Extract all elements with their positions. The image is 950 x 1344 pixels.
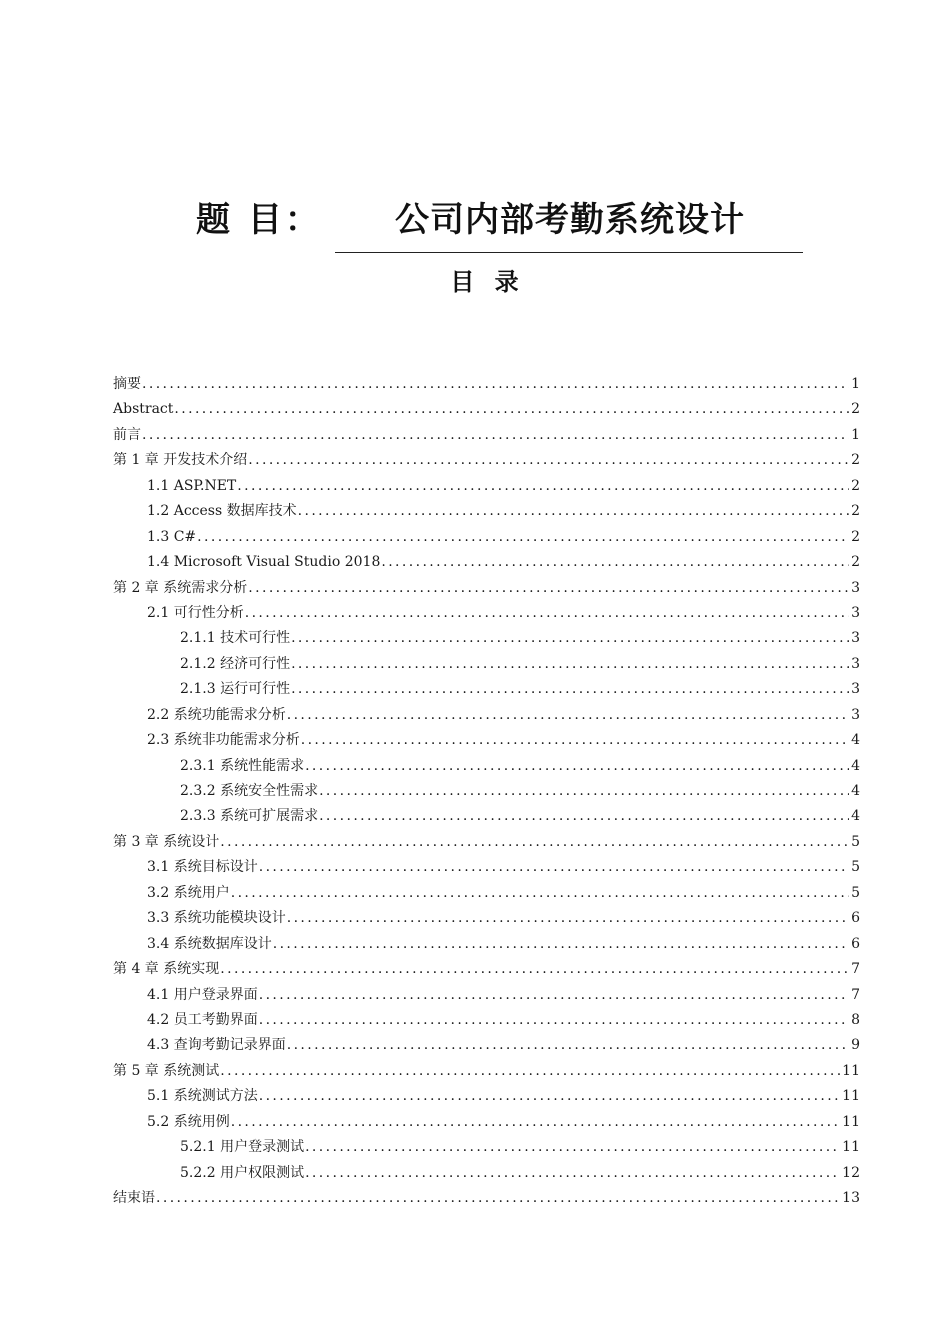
toc-entry-title: 1.3 C# xyxy=(147,528,197,545)
toc-entry-title: 5.2.2 用户权限测试 xyxy=(180,1164,305,1181)
toc-entry[interactable] xyxy=(113,1008,860,1033)
toc-dot-leader xyxy=(273,932,849,957)
toc-entry[interactable] xyxy=(113,397,860,422)
toc-entry-page-number: 3 xyxy=(851,630,860,647)
toc-entry-title: 第 1 章 开发技术介绍 xyxy=(113,452,248,469)
toc-entry[interactable] xyxy=(113,881,860,906)
toc-entry-title: 2.1.3 运行可行性 xyxy=(180,681,291,698)
toc-entry[interactable] xyxy=(113,601,860,626)
toc-entry-page-number: 12 xyxy=(842,1164,860,1181)
toc-entry[interactable] xyxy=(113,779,860,804)
toc-entry-page-number: 7 xyxy=(851,961,860,978)
toc-entry-title: 结束语 xyxy=(113,1190,155,1206)
toc-dot-leader xyxy=(291,677,849,702)
toc-entry-page-number: 13 xyxy=(842,1190,860,1206)
toc-entry-title: 第 3 章 系统设计 xyxy=(113,833,220,850)
toc-dot-leader xyxy=(174,397,849,422)
toc-entry-title: 4.1 用户登录界面 xyxy=(147,986,258,1003)
toc-entry-title: 前言 xyxy=(113,426,141,443)
toc-entry-title: 2.3.2 系统安全性需求 xyxy=(180,783,319,799)
toc-entry-title: 2.3.1 系统性能需求 xyxy=(180,757,305,774)
toc-entry-title: 5.1 系统测试方法 xyxy=(147,1088,258,1105)
toc-entry-page-number: 6 xyxy=(851,935,860,952)
toc-entry-page-number: 3 xyxy=(851,655,860,672)
toc-entry[interactable] xyxy=(113,550,860,575)
toc-entry[interactable] xyxy=(113,703,860,728)
toc-entry[interactable] xyxy=(113,448,860,473)
toc-entry[interactable] xyxy=(113,804,860,829)
toc-dot-leader xyxy=(231,1110,840,1135)
toc-entry-title: 第 4 章 系统实现 xyxy=(113,961,220,978)
toc-entry-title: 1.2 Access 数据库技术 xyxy=(147,503,297,520)
toc-entry[interactable] xyxy=(113,1110,860,1135)
toc-entry-title: 2.1.2 经济可行性 xyxy=(180,655,291,672)
toc-entry-page-number: 1 xyxy=(851,426,860,443)
toc-dot-leader xyxy=(231,881,849,906)
toc-dot-leader xyxy=(287,1033,849,1058)
toc-entry[interactable] xyxy=(113,499,860,524)
toc-dot-leader xyxy=(287,703,849,728)
toc-entry-title: 第 2 章 系统需求分析 xyxy=(113,579,248,596)
toc-entry-page-number: 5 xyxy=(851,884,860,901)
toc-entry-title: 2.1.1 技术可行性 xyxy=(180,630,291,647)
toc-entry-page-number: 8 xyxy=(851,1011,860,1028)
toc-dot-leader xyxy=(245,601,849,626)
toc-dot-leader xyxy=(287,906,849,931)
toc-entry-page-number: 5 xyxy=(851,859,860,876)
toc-entry[interactable] xyxy=(113,906,860,931)
toc-entry-title: 3.3 系统功能模块设计 xyxy=(147,910,286,927)
toc-dot-leader xyxy=(156,1186,840,1211)
toc-entry-page-number: 2 xyxy=(851,503,860,520)
toc-entry[interactable] xyxy=(113,1135,860,1160)
toc-entry[interactable] xyxy=(113,372,860,397)
toc-entry-title: 3.4 系统数据库设计 xyxy=(147,935,272,952)
toc-entry-title: 4.3 查询考勤记录界面 xyxy=(147,1037,286,1054)
toc-dot-leader xyxy=(381,550,849,575)
toc-entry[interactable] xyxy=(113,576,860,601)
toc-entry[interactable] xyxy=(113,1033,860,1058)
toc-entry[interactable] xyxy=(113,652,860,677)
toc-entry-page-number: 3 xyxy=(851,706,860,723)
toc-dot-leader xyxy=(220,957,849,982)
toc-entry-title: 5.2 系统用例 xyxy=(147,1113,230,1130)
toc-dot-leader xyxy=(305,1161,840,1186)
toc-entry-page-number: 5 xyxy=(851,833,860,850)
toc-dot-leader xyxy=(305,754,849,779)
toc-entry[interactable] xyxy=(113,525,860,550)
toc-entry[interactable] xyxy=(113,855,860,880)
toc-dot-leader xyxy=(220,830,849,855)
title-underline xyxy=(335,252,803,253)
toc-entry-page-number: 3 xyxy=(851,579,860,596)
toc-dot-leader xyxy=(259,1008,849,1033)
toc-dot-leader xyxy=(298,499,849,524)
toc-entry-page-number: 2 xyxy=(851,477,860,494)
toc-entry-page-number: 11 xyxy=(842,1139,860,1156)
toc-dot-leader xyxy=(319,779,849,804)
toc-entry-page-number: 11 xyxy=(842,1062,860,1079)
toc-entry[interactable] xyxy=(113,830,860,855)
toc-entry[interactable] xyxy=(113,1059,860,1084)
toc-entry[interactable] xyxy=(113,754,860,779)
toc-entry[interactable] xyxy=(113,932,860,957)
toc-entry[interactable] xyxy=(113,423,860,448)
toc-entry-title: Abstract xyxy=(113,401,174,418)
toc-entry-title: 1.1 ASP.NET xyxy=(147,477,237,494)
toc-entry-title: 3.1 系统目标设计 xyxy=(147,859,258,876)
toc-entry-title: 4.2 员工考勤界面 xyxy=(147,1011,258,1028)
toc-entry[interactable] xyxy=(113,1084,860,1109)
toc-dot-leader xyxy=(248,576,849,601)
toc-entry-page-number: 2 xyxy=(851,452,860,469)
toc-entry-title: 1.4 Microsoft Visual Studio 2018 xyxy=(147,554,381,571)
toc-entry-page-number: 3 xyxy=(851,681,860,698)
toc-dot-leader xyxy=(305,1135,840,1160)
toc-entry-page-number: 2 xyxy=(851,401,860,418)
toc-dot-leader xyxy=(291,626,849,651)
toc-entry-page-number: 9 xyxy=(851,1037,860,1054)
toc-entry-title: 5.2.1 用户登录测试 xyxy=(180,1139,305,1156)
toc-entry-title: 2.3 系统非功能需求分析 xyxy=(147,732,300,749)
toc-entry-page-number: 3 xyxy=(851,604,860,621)
toc-dot-leader xyxy=(259,1084,840,1109)
toc-entry[interactable] xyxy=(113,983,860,1008)
toc-dot-leader xyxy=(142,423,849,448)
toc-dot-leader xyxy=(220,1059,840,1084)
toc-entry-page-number: 7 xyxy=(851,986,860,1003)
toc-entry-page-number: 4 xyxy=(851,732,860,749)
document-title xyxy=(0,192,950,242)
toc-entry-title: 2.2 系统功能需求分析 xyxy=(147,706,286,723)
toc-dot-leader xyxy=(142,372,849,397)
table-of-contents xyxy=(113,372,860,1211)
toc-entry[interactable] xyxy=(113,474,860,499)
toc-heading: 目 录 xyxy=(450,268,525,296)
toc-dot-leader xyxy=(248,448,849,473)
toc-entry[interactable] xyxy=(113,626,860,651)
title-text: 公司内部考勤系统设计 xyxy=(395,200,745,240)
title-label: 题 目： xyxy=(196,200,322,240)
toc-entry-page-number: 11 xyxy=(842,1113,860,1130)
toc-entry-page-number: 4 xyxy=(851,783,860,799)
toc-entry-page-number: 4 xyxy=(851,757,860,774)
toc-dot-leader xyxy=(259,855,849,880)
toc-entry-page-number: 6 xyxy=(851,910,860,927)
toc-entry-page-number: 2 xyxy=(851,528,860,545)
toc-entry-page-number: 2 xyxy=(851,554,860,571)
toc-entry-title: 2.3.3 系统可扩展需求 xyxy=(180,808,319,825)
toc-dot-leader xyxy=(291,652,849,677)
toc-entry[interactable] xyxy=(113,1186,860,1211)
toc-entry-page-number: 4 xyxy=(851,808,860,825)
toc-dot-leader xyxy=(237,474,849,499)
toc-entry-title: 第 5 章 系统测试 xyxy=(113,1062,220,1079)
toc-dot-leader xyxy=(319,804,849,829)
toc-entry-title: 2.1 可行性分析 xyxy=(147,604,244,621)
toc-entry[interactable] xyxy=(113,1161,860,1186)
toc-dot-leader xyxy=(301,728,849,753)
toc-dot-leader xyxy=(259,983,849,1008)
toc-entry[interactable] xyxy=(113,728,860,753)
toc-entry-page-number: 11 xyxy=(842,1088,860,1105)
toc-entry-title: 3.2 系统用户 xyxy=(147,884,230,901)
toc-entry-page-number: 1 xyxy=(851,376,860,392)
toc-dot-leader xyxy=(197,525,849,550)
toc-entry-title: 摘要 xyxy=(113,376,141,392)
toc-entry[interactable] xyxy=(113,957,860,982)
toc-entry[interactable] xyxy=(113,677,860,702)
